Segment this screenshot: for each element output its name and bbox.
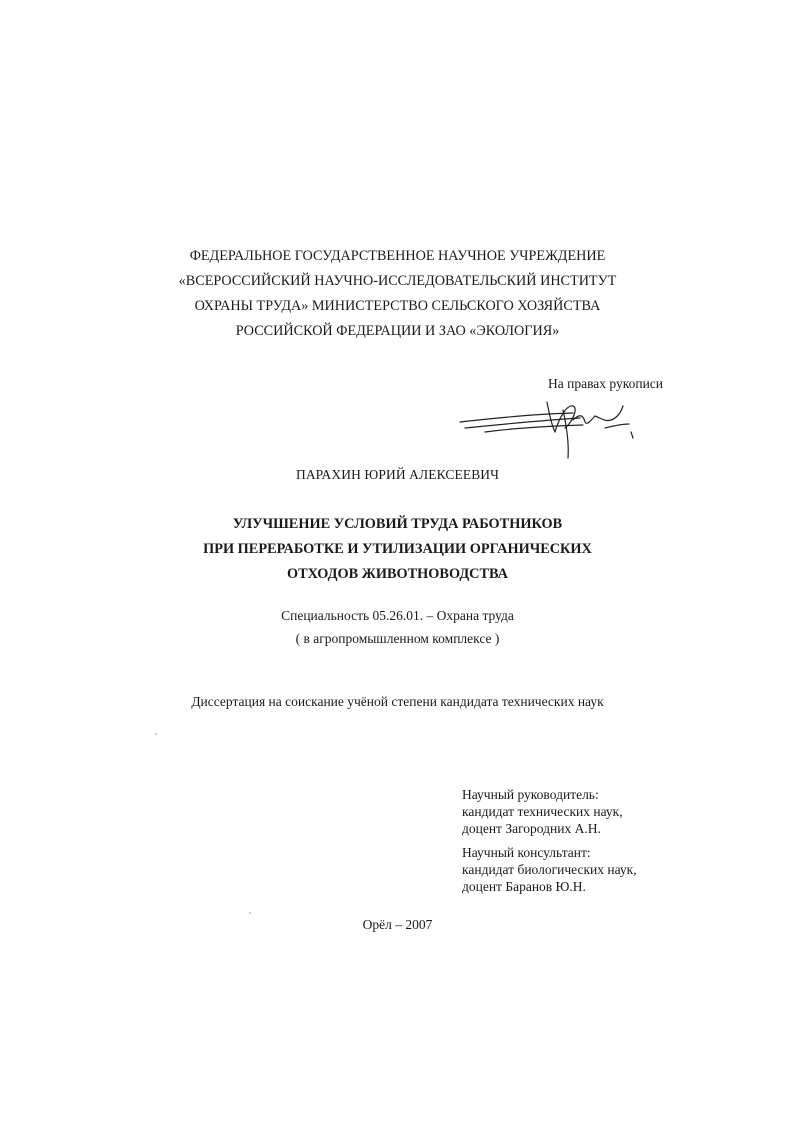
supervisor-degree: кандидат технических наук, (462, 804, 623, 819)
scan-speck (155, 733, 157, 735)
consultant-role: Научный консультант: (462, 845, 591, 860)
organization-header (0, 244, 795, 344)
title-line: ОТХОДОВ ЖИВОТНОВОДСТВА (286, 566, 509, 582)
city-year: Орёл – 2007 (362, 917, 433, 932)
title-line: УЛУЧШЕНИЕ УСЛОВИЙ ТРУДА РАБОТНИКОВ (232, 516, 563, 532)
supervisor-name: доцент Загородних А.Н. (462, 821, 601, 836)
signature (455, 398, 645, 460)
org-line: ОХРАНЫ ТРУДА» МИНИСТЕРСТВО СЕЛЬСКОГО ХОЗЯЙСТВА (194, 298, 601, 314)
specialty-note: ( в агропромышленном комплексе ) (295, 631, 500, 646)
org-line: «ВСЕРОССИЙСКИЙ НАУЧНО-ИССЛЕДОВАТЕЛЬСКИЙ ИНСТИТУТ (178, 273, 617, 289)
org-line: РОССИЙСКОЙ ФЕДЕРАЦИИ И ЗАО «ЭКОЛОГИЯ» (235, 323, 560, 339)
specialty-code: Специальность 05.26.01. – Охрана труда (281, 608, 514, 623)
title-line: ПРИ ПЕРЕРАБОТКЕ И УТИЛИЗАЦИИ ОРГАНИЧЕСКИХ (203, 541, 592, 557)
scan-speck (249, 912, 251, 914)
author-name: ПАРАХИН ЮРИЙ АЛЕКСЕЕВИЧ (295, 467, 500, 482)
org-line: ФЕДЕРАЛЬНОЕ ГОСУДАРСТВЕННОЕ НАУЧНОЕ УЧРЕЖДЕНИЕ (189, 248, 606, 264)
dissertation-title (0, 512, 795, 587)
consultant-degree: кандидат биологических наук, (462, 862, 637, 877)
consultant-block (462, 844, 637, 895)
dissertation-degree: Диссертация на соискание учёной степени кандидата технических наук (191, 694, 604, 709)
supervisor-role: Научный руководитель: (462, 787, 599, 802)
supervisor-block (462, 786, 623, 837)
manuscript-rights: На правах рукописи (548, 376, 664, 391)
consultant-name: доцент Баранов Ю.Н. (462, 879, 586, 894)
specialty (0, 604, 795, 650)
